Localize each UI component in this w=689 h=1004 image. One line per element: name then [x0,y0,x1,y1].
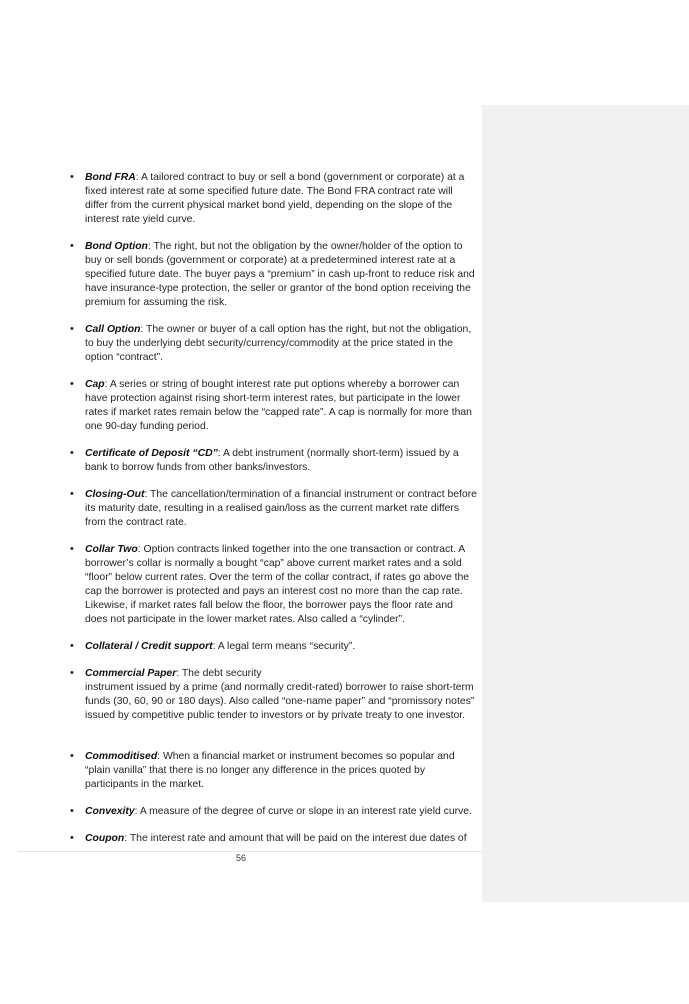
definition: : A series or string of bought interest rate put options whereby a borrower can have protection against rising short-term interest rates, but participate in the lower rates if market rates remain below the “capped rate”. A cap is normally for more than one 90-day funding period. [85,379,472,432]
bullet: • [70,171,74,183]
definition: : Option contracts linked together into the one transaction or contract. A borrower’s collar is normally a bought “cap” above current market rates and a sold “floor” below current rates. Over the term of the collar contract, if rates go above the cap the borrower is protected and pays an interest cost no more than the cap rate. Likewise, if market rates fall below the floor, the borrower pays the floor rate and does not participate in the lower market rates. Also called a “cylinder”. [85,544,470,625]
term: Cap [85,379,105,390]
bullet: • [70,805,74,817]
definition: : A debt instrument (normally short-term) issued by a bank to borrow funds from other banks/investors. [85,448,459,473]
definition: : A tailored contract to buy or sell a bond (government or corporate) at a fixed interest rate at some specified future date. The Bond FRA contract rate will differ from the current physical market bond yield, depending on the slope of the interest rate yield curve. [85,172,465,225]
term: Coupon [85,833,125,844]
term: Certificate of Deposit “CD” [85,448,218,459]
bullet: • [70,667,74,679]
definition: : The interest rate and amount that will be paid on the interest due dates of [124,833,467,844]
bullet: • [70,543,74,555]
glossary-entry-bond-fra [0,171,482,240]
glossary-entry-call-option [0,323,482,378]
glossary-entry-cap [0,378,482,447]
definition: : The cancellation/termination of a financial instrument or contract before its maturity date, resulting in a realised gain/loss as the current market rate differs from the contract rate. [85,489,477,528]
page-number: 56 [235,853,246,863]
bullet: • [70,323,74,335]
glossary-entry-certificate-of-deposit [0,447,482,488]
term: Convexity [85,806,135,817]
definition: : The owner or buyer of a call option has the right, but not the obligation, to buy the underlying debt security/currency/commodity at the price stated in the option “contract”. [85,324,472,363]
term: Commercial Paper [85,668,177,679]
definition-continued: instrument issued by a prime (and normally credit-rated) borrower to raise short-term funds (30, 60, 90 or 180 days). Also called “one-name paper” and “promissory notes” issued by competitive public tender to investors or by private treaty to one investor. [85,681,475,721]
glossary-list [0,171,482,846]
bullet: • [70,832,74,844]
term: Collar Two [85,544,138,555]
definition: : The debt security [176,668,262,679]
glossary-entry-collar-two [0,543,482,640]
comment-pane [482,105,689,902]
definition: : When a financial market or instrument becomes so popular and “plain vanilla” that there is no longer any difference in the prices quoted by participants in the market. [85,751,455,790]
glossary-entry-coupon [0,832,482,846]
term: Collateral / Credit support [85,641,213,652]
bullet: • [70,240,74,252]
term: Bond Option [85,241,148,252]
glossary-entry-closing-out [0,488,482,543]
footer-divider [18,851,482,852]
definition: : A measure of the degree of curve or slope in an interest rate yield curve. [134,806,472,817]
bullet: • [70,488,74,500]
term: Bond FRA [85,172,136,183]
term: Commoditised [85,751,158,762]
bullet: • [70,750,74,762]
bullet: • [70,640,74,652]
term: Call Option [85,324,141,335]
glossary-entry-convexity [0,805,482,832]
glossary-entry-collateral [0,640,482,667]
definition: : The right, but not the obligation by the owner/holder of the option to buy or sell bonds (government or corporate) at a predetermined interest rate at a specified future date. The buyer pays a “premium” in cash up-front to reduce risk and have insurance-type protection, the seller or grantor of the bond option receiving the premium for assuming the risk. [85,241,475,308]
definition: : A legal term means “security”. [212,641,356,652]
term: Closing-Out [85,489,145,500]
glossary-entry-bond-option [0,240,482,323]
glossary-entry-commoditised [0,750,482,805]
bullet: • [70,447,74,459]
glossary-entry-commercial-paper [0,667,482,750]
bullet: • [70,378,74,390]
